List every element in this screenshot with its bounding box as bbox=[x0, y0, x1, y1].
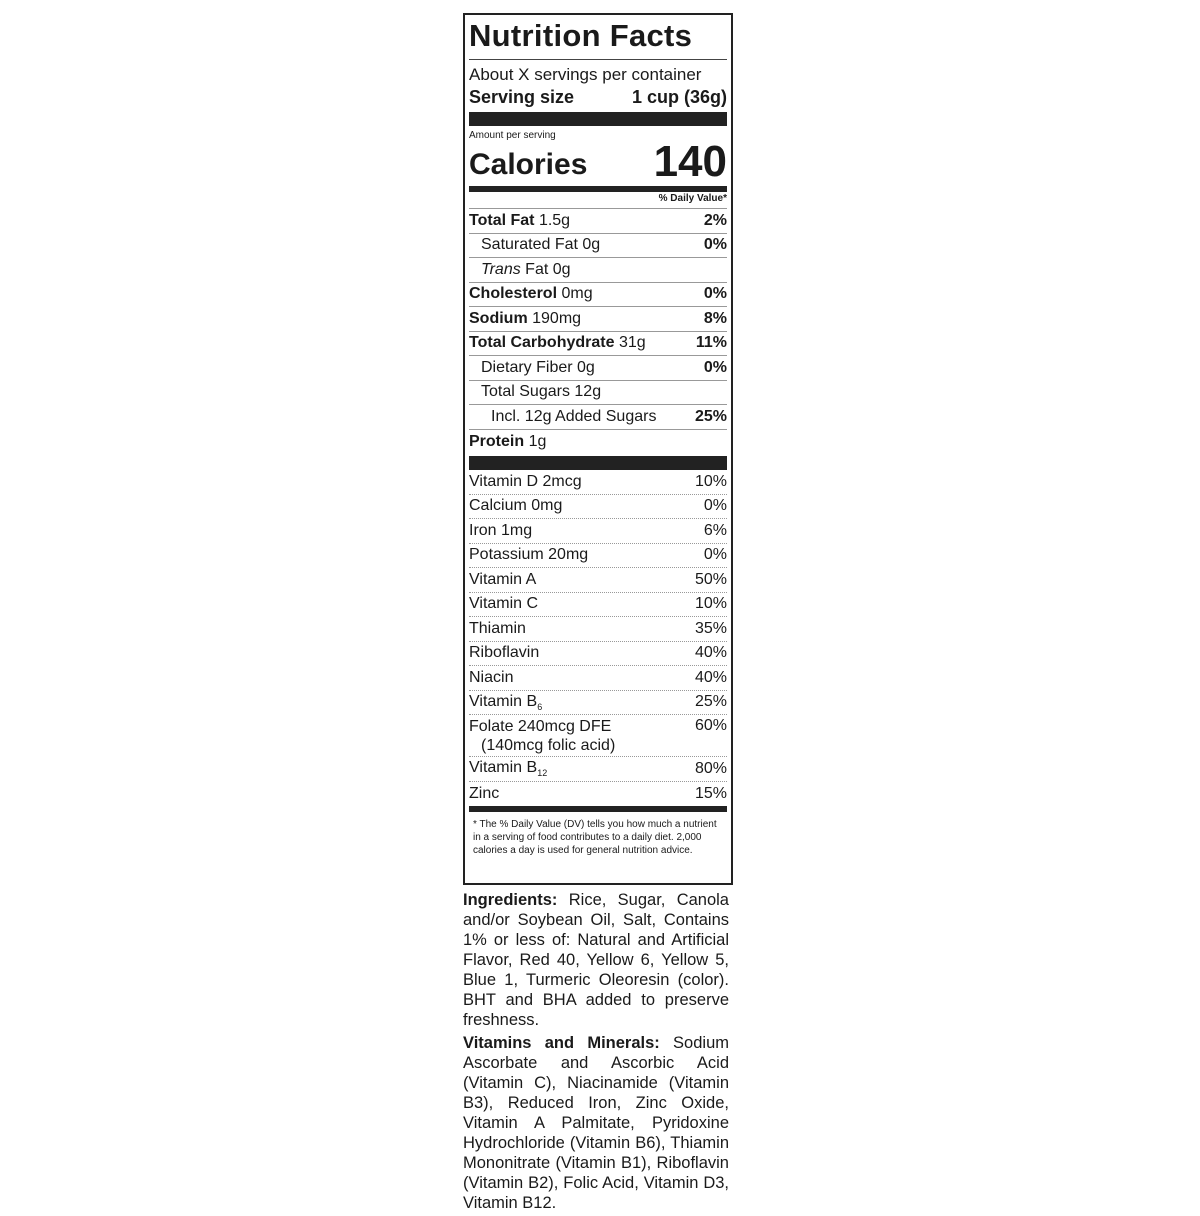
nutrient-name: Total Sugars bbox=[481, 383, 570, 401]
vitamin-row-zinc bbox=[469, 782, 727, 807]
vitamin-row-vitamin-c bbox=[469, 593, 727, 618]
vitamin-row-calcium bbox=[469, 495, 727, 520]
vitamin-row-potassium bbox=[469, 544, 727, 569]
vitamin-subscript: 12 bbox=[537, 768, 548, 779]
servings-per-container: About X servings per container bbox=[469, 65, 702, 84]
nutrient-name: Total Carbohydrate bbox=[469, 334, 615, 352]
vitamin-subscript: 6 bbox=[537, 701, 543, 712]
nutrient-amount: 0g bbox=[577, 358, 595, 376]
vitamin-dv: 15% bbox=[694, 784, 727, 802]
nutrient-dv: 0% bbox=[703, 285, 727, 303]
vitamin-name: Zinc bbox=[469, 784, 500, 802]
nutrient-dv: 0% bbox=[703, 236, 727, 254]
ingredients-paragraph bbox=[463, 890, 729, 1030]
nutrient-amount: 31g bbox=[618, 334, 646, 352]
ingredients-text: Rice, Sugar, Canola and/or Soybean Oil, Salt, Contains 1% or less of: Natural and Artificial Flavor, Red 40, Yellow 6, Yellow 5, Blue 1, Turmeric Oleoresin (color). BHT and BHA added to preserve freshness. bbox=[463, 891, 729, 1029]
vitamin-row-vitamin-b12 bbox=[469, 757, 727, 782]
vitamin-dv: 35% bbox=[694, 619, 727, 637]
vitamin-row-vitamin-d bbox=[469, 470, 727, 495]
vitamins-minerals-paragraph bbox=[463, 1033, 729, 1213]
vitamin-name: Vitamin A bbox=[469, 570, 537, 588]
nutrient-row-added-sugars bbox=[469, 405, 727, 430]
nutrient-amount: 1.5g bbox=[538, 211, 571, 229]
divider-medium bbox=[469, 806, 727, 812]
vitamin-row-niacin bbox=[469, 666, 727, 691]
nutrient-name: Dietary Fiber bbox=[481, 358, 573, 376]
serving-size-value: 1 cup (36g) bbox=[631, 87, 727, 107]
nutrient-name: Protein bbox=[469, 432, 525, 450]
nutrient-name: Incl. 12g Added Sugars bbox=[491, 407, 657, 425]
vitamin-name: Vitamin C bbox=[469, 595, 539, 613]
nutrient-name: Saturated Fat bbox=[481, 236, 578, 254]
vitamin-name: Niacin bbox=[469, 668, 514, 686]
nutrient-amount: 0g bbox=[582, 236, 601, 254]
vitamin-dv: 60% bbox=[694, 717, 727, 734]
vitamin-dv: 25% bbox=[694, 693, 727, 711]
nutrient-amount: 12g bbox=[574, 383, 602, 401]
nutrition-facts-panel bbox=[463, 13, 733, 885]
vitamin-row-vitamin-a bbox=[469, 568, 727, 593]
nutrient-row-total-carbohydrate bbox=[469, 332, 727, 357]
ingredients-block bbox=[463, 890, 729, 1216]
daily-value-header: % Daily Value* bbox=[469, 192, 727, 209]
vitamin-name: Iron 1mg bbox=[469, 521, 533, 539]
serving-size-row bbox=[469, 86, 727, 108]
vitamin-name: Vitamin D 2mcg bbox=[469, 472, 582, 490]
nutrient-row-saturated-fat bbox=[469, 234, 727, 259]
nutrient-dv: 2% bbox=[703, 211, 727, 229]
vitamins-minerals-text: Sodium Ascorbate and Ascorbic Acid (Vitamin C), Niacinamide (Vitamin B3), Reduced Iron, Zinc Oxide, Vitamin A Palmitate, Pyridoxine Hydrochloride (Vitamin B6), Thiamin Mononitrate (Vitamin B1), Riboflavin (Vitamin B2), Folic Acid, Vitamin D3, Vitamin B12. bbox=[463, 1034, 729, 1212]
vitamin-name: Riboflavin bbox=[469, 644, 540, 662]
nutrient-name-suffix: Fat bbox=[525, 260, 549, 278]
vitamin-name: Potassium 20mg bbox=[469, 546, 589, 564]
nutrient-row-cholesterol bbox=[469, 283, 727, 308]
serving-size-label: Serving size bbox=[469, 87, 575, 107]
nutrient-row-total-fat bbox=[469, 209, 727, 234]
ingredients-label: Ingredients: bbox=[463, 891, 558, 909]
nutrient-row-dietary-fiber bbox=[469, 356, 727, 381]
nutrient-row-trans-fat bbox=[469, 258, 727, 283]
divider-thick bbox=[469, 112, 727, 126]
vitamin-dv: 0% bbox=[703, 546, 727, 564]
nutrient-row-sodium bbox=[469, 307, 727, 332]
vitamin-row-riboflavin bbox=[469, 642, 727, 667]
daily-value-footnote: * The % Daily Value (DV) tells you how much a nutrient in a serving of food contributes to a daily diet. 2,000 calories a day is used for general nutrition advice. bbox=[473, 819, 717, 856]
nutrient-dv: 11% bbox=[695, 334, 727, 352]
calories-row bbox=[469, 137, 727, 186]
nutrient-dv: 25% bbox=[694, 407, 727, 425]
vitamin-dv: 40% bbox=[694, 668, 727, 686]
nutrient-amount: 0g bbox=[552, 260, 571, 278]
nutrient-name: Trans bbox=[481, 260, 521, 278]
vitamin-name: Thiamin bbox=[469, 619, 526, 637]
vitamin-dv: 10% bbox=[694, 595, 727, 613]
panel-title: Nutrition Facts bbox=[469, 17, 727, 60]
vitamin-dv: 10% bbox=[694, 472, 727, 490]
amount-per-serving: Amount per serving bbox=[469, 130, 556, 141]
nutrient-row-protein bbox=[469, 430, 727, 455]
nutrient-amount: 190mg bbox=[532, 309, 582, 327]
vitamin-name: Calcium 0mg bbox=[469, 497, 563, 515]
vitamin-dv: 80% bbox=[694, 759, 727, 777]
vitamin-name: Folate 240mcg DFE bbox=[469, 718, 612, 735]
vitamins-minerals-label: Vitamins and Minerals: bbox=[463, 1034, 660, 1052]
vitamin-row-folate bbox=[469, 715, 727, 757]
nutrient-name: Total Fat bbox=[469, 211, 535, 229]
vitamin-dv: 40% bbox=[694, 644, 727, 662]
calories-value: 140 bbox=[653, 137, 727, 186]
vitamin-row-vitamin-b6 bbox=[469, 691, 727, 716]
nutrient-amount: 1g bbox=[528, 432, 547, 450]
vitamin-name: Vitamin B bbox=[469, 759, 538, 777]
vitamin-dv: 0% bbox=[703, 497, 727, 515]
nutrient-name: Sodium bbox=[469, 309, 528, 327]
divider-thick bbox=[469, 456, 727, 470]
nutrient-dv: 0% bbox=[703, 358, 727, 376]
nutrient-dv: 8% bbox=[703, 309, 727, 327]
vitamin-dv: 50% bbox=[694, 570, 727, 588]
calories-label: Calories bbox=[469, 148, 588, 181]
nutrient-amount: 0mg bbox=[561, 285, 593, 303]
nutrient-name: Cholesterol bbox=[469, 285, 558, 303]
vitamin-name-line2: (140mcg folic acid) bbox=[481, 737, 616, 754]
vitamin-row-thiamin bbox=[469, 617, 727, 642]
vitamin-name: Vitamin B bbox=[469, 692, 538, 710]
vitamin-row-iron bbox=[469, 519, 727, 544]
vitamin-dv: 6% bbox=[703, 521, 727, 539]
nutrient-row-total-sugars bbox=[469, 381, 727, 406]
